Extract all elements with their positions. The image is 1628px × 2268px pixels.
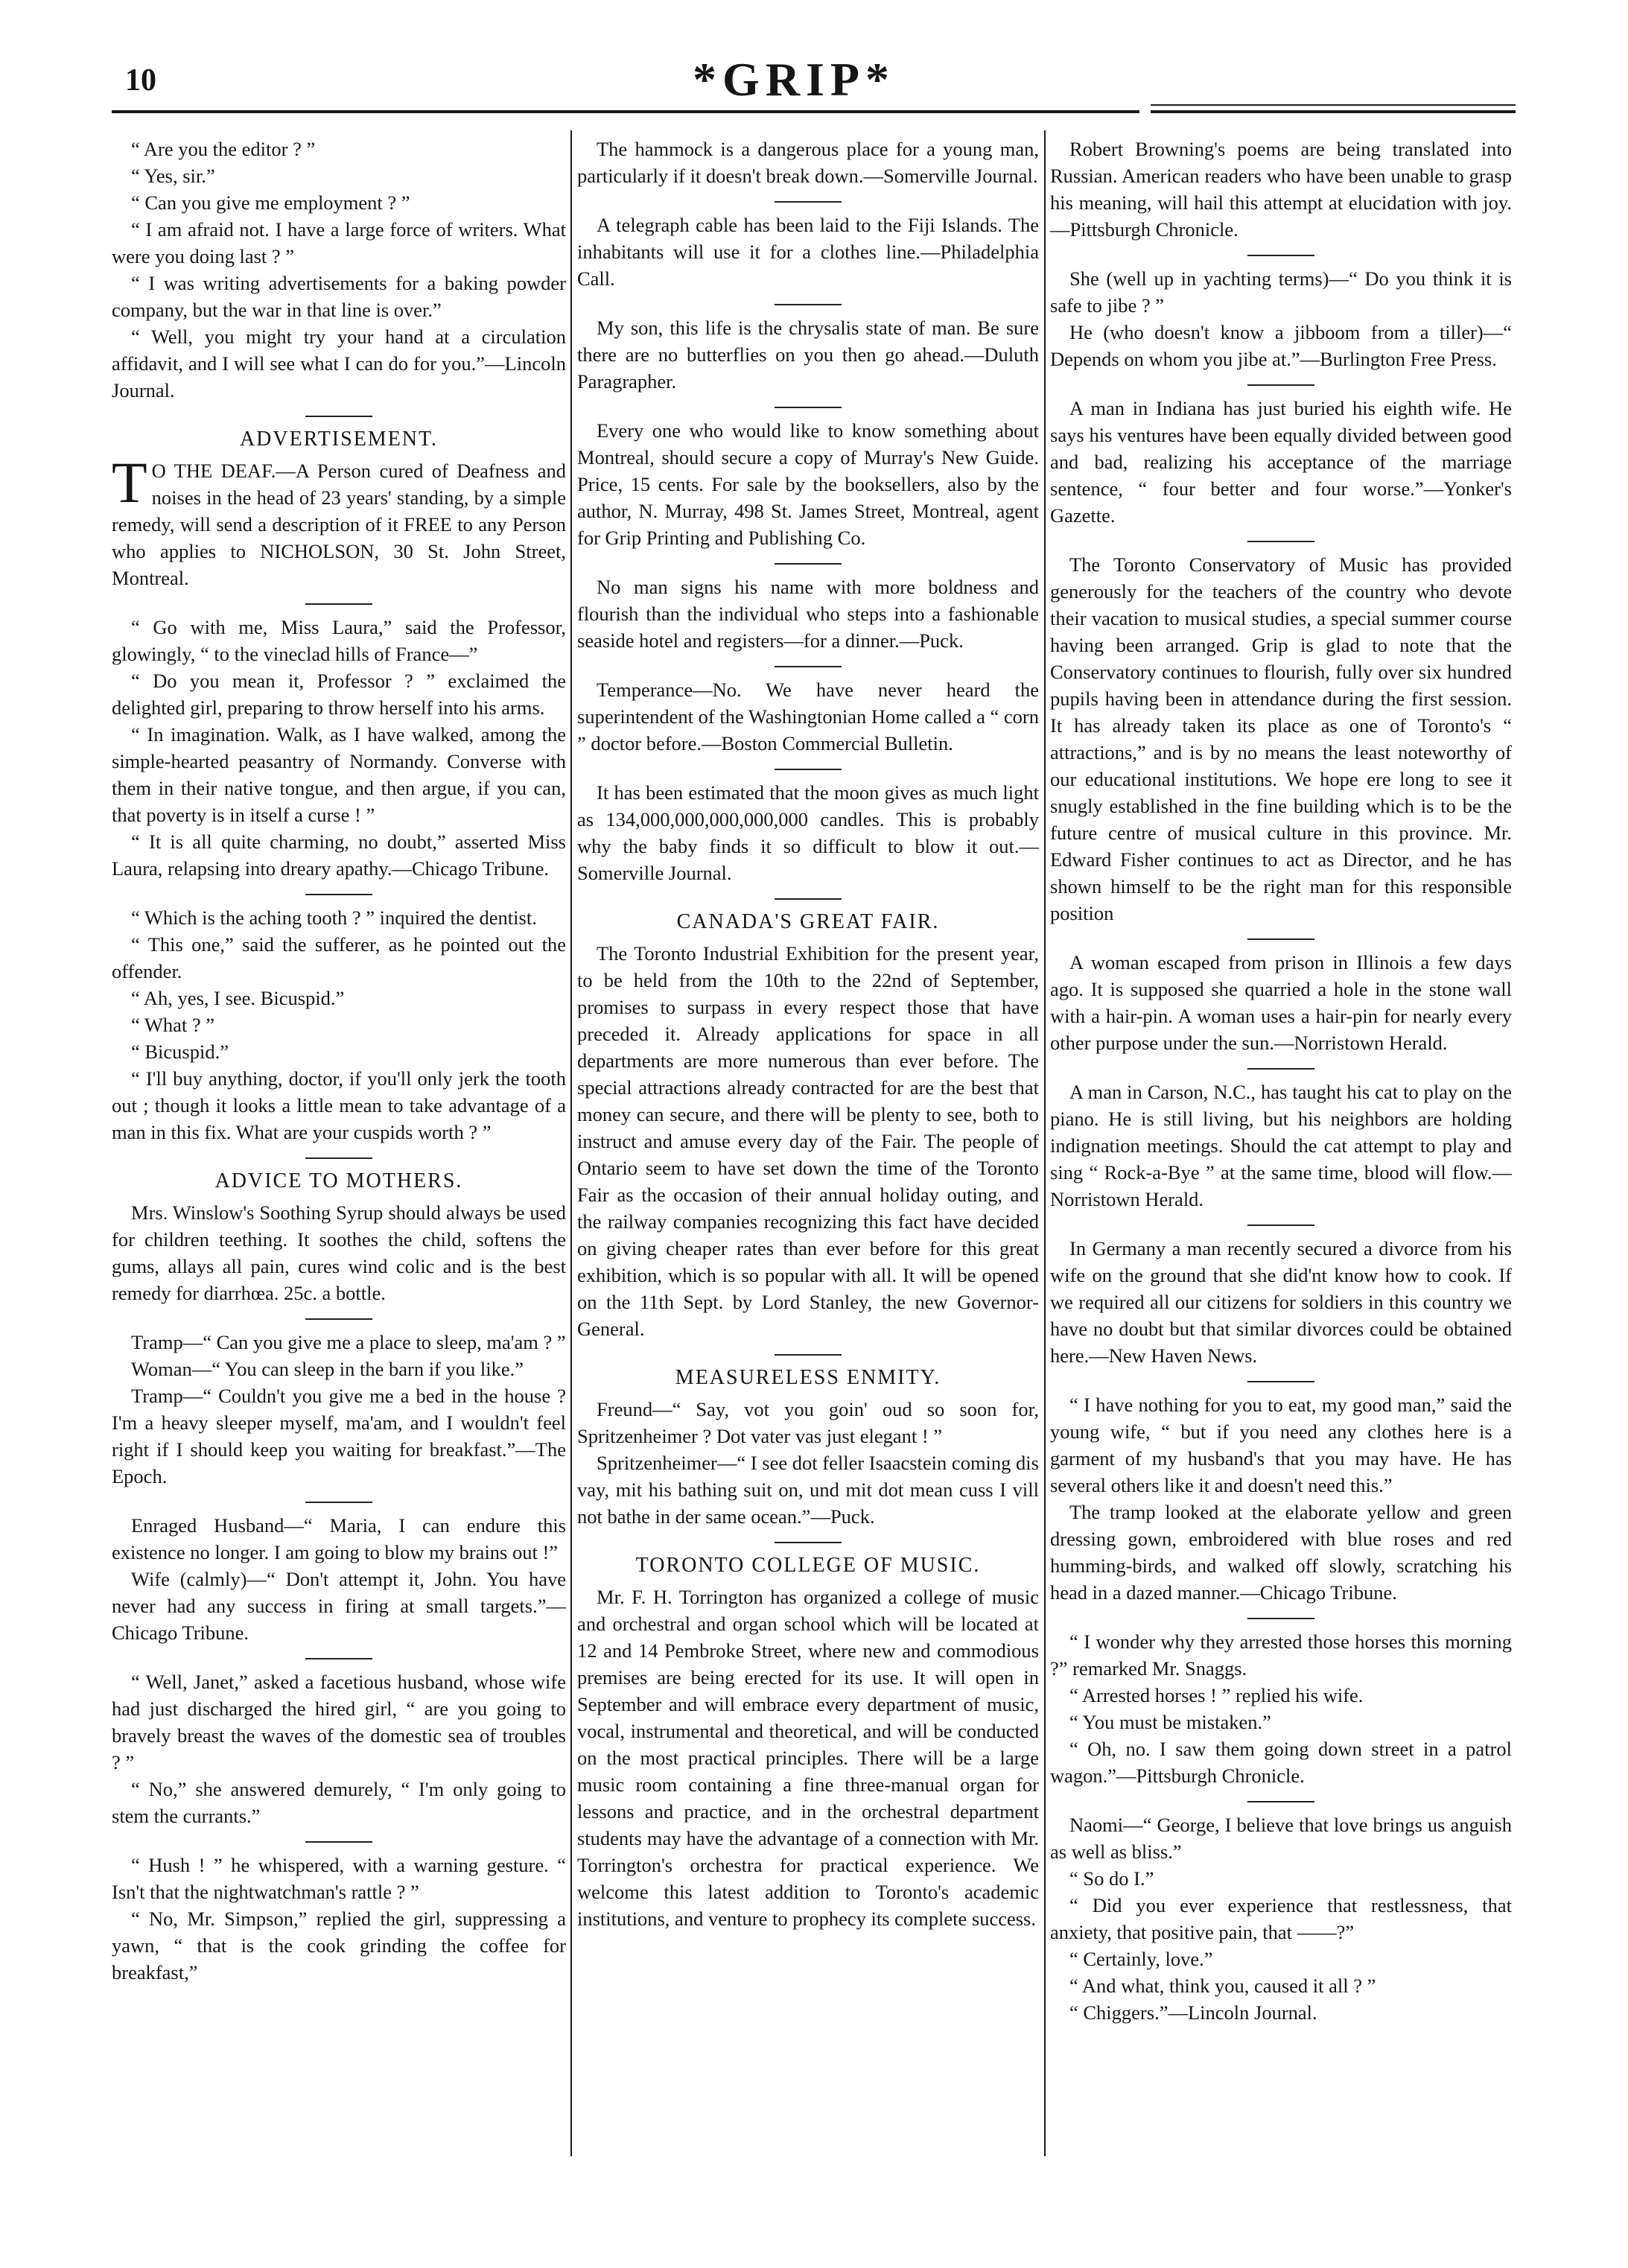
article-separator: [1247, 1224, 1314, 1226]
article-separator: [775, 1542, 842, 1543]
paragraph-text: Naomi—“ George, I believe that love brings us anguish as well as bliss.”: [1050, 1814, 1512, 1863]
article-paragraph: [1050, 1892, 1512, 1945]
paragraph-text: “ Arrested horses ! ” replied his wife.: [1069, 1684, 1364, 1706]
header-rule-left: [112, 110, 1139, 113]
article: [1050, 395, 1512, 529]
article-heading: ADVICE TO MOTHERS.: [214, 1169, 463, 1192]
header-rule-right: [1151, 110, 1516, 113]
article: [1050, 1391, 1512, 1606]
paragraph-text: “ You must be mistaken.”: [1069, 1711, 1271, 1733]
article-paragraph: [112, 1356, 566, 1382]
article-paragraph: [112, 1011, 566, 1038]
paragraph-text: “ What ? ”: [131, 1014, 215, 1036]
paragraph-text: “ No, Mr. Simpson,” replied the girl, suppressing a yawn, “ that is the cook grinding the coffee for breakfast,”: [112, 1908, 566, 1983]
article: [577, 1552, 1039, 1932]
article-separator: [775, 407, 842, 408]
article-separator: [305, 1841, 372, 1843]
article-separator: [1247, 1068, 1314, 1070]
paragraph-text: The Toronto Industrial Exhibition for the present year, to be held from the 10th to the 22nd of September, promises to surpass in every respect those that have preceded it. Already applications for space in all departments are more numerous than ever before. The special attractions already contracted for are the best that money can secure, and there will be plenty to see, both to instruct and amuse every day of the Fair. The people of Ontario seem to have set down the time of the Toronto Fair as the occasion of their annual holiday outing, and the railway companies recognizing this fact have decided on giving cheaper rates than ever before for this great exhibition, which is so popular with all. It will be opened on the 11th Sept. by Lord Stanley, the new Governor-General.: [577, 942, 1039, 1340]
article-separator: [305, 894, 372, 895]
article-heading: TORONTO COLLEGE OF MUSIC.: [635, 1554, 981, 1577]
article: [1050, 1235, 1512, 1369]
paragraph-text: “ Did you ever experience that restlessness, that anxiety, that positive pain, that ——?”: [1050, 1894, 1512, 1943]
article-paragraph: [112, 667, 566, 721]
article: [112, 426, 566, 591]
article-paragraph: [1050, 265, 1512, 319]
article-paragraph: [112, 270, 566, 323]
paragraph-text: Spritzenheimer—“ I see dot feller Isaacstein coming dis vay, mit his bathing suit on, und mit dot mean cuss I vill not bathe in der same ocean.”—Puck.: [577, 1452, 1039, 1528]
article-paragraph: [112, 1776, 566, 1829]
paragraph-text: Mrs. Winslow's Soothing Syrup should always be used for children teething. It soothes the child, softens the gums, allays all pain, cures wind colic and is the best remedy for diarrhœa. 25c. a bottle.: [112, 1201, 566, 1304]
masthead-title: *GRIP*: [693, 53, 895, 106]
article-separator: [775, 769, 842, 770]
article-heading: MEASURELESS ENMITY.: [675, 1366, 941, 1389]
paragraph-text: “ Certainly, love.”: [1069, 1948, 1213, 1970]
article: [1050, 1628, 1512, 1789]
article-paragraph: [1050, 1682, 1512, 1709]
paragraph-text: “ I was writing advertisements for a baking powder company, but the war in that line is over.”: [112, 272, 566, 321]
article-heading: CANADA'S GREAT FAIR.: [676, 910, 940, 933]
article-paragraph: [1050, 319, 1512, 372]
article-paragraph: [577, 779, 1039, 886]
article-paragraph: [112, 1905, 566, 1986]
article-paragraph: [112, 1199, 566, 1306]
paragraph-text: “ In imagination. Walk, as I have walked, among the simple-hearted peasantry of Normandy. Converse with them in their native tongue, and then argue, if you can, that poverty is in itself a curse ! ”: [112, 723, 566, 826]
article-paragraph: [577, 1396, 1039, 1449]
header-rule-right-top: [1151, 104, 1516, 106]
article: [1050, 949, 1512, 1056]
paragraph-text: A telegraph cable has been laid to the Fiji Islands. The inhabitants will use it for a clothes line.—Philadelphia Call.: [577, 214, 1039, 290]
article-separator: [775, 304, 842, 305]
paragraph-text: A woman escaped from prison in Illinois a few days ago. It is supposed she quarried a hole in the stone wall with a hair-pin. A woman uses a hair-pin for nearly every other purpose under the sun.—Norristown Herald.: [1050, 951, 1512, 1054]
paragraph-text: Enraged Husband—“ Maria, I can endure this existence no longer. I am going to blow my brains out !”: [112, 1514, 566, 1563]
article-paragraph: [1050, 1079, 1512, 1213]
paragraph-text: Wife (calmly)—“ Don't attempt it, John. You have never had any success in firing at small targets.”—Chicago Tribune.: [112, 1568, 566, 1644]
article-separator: [775, 666, 842, 667]
column-divider: [570, 130, 572, 2156]
article-paragraph: [1050, 1865, 1512, 1892]
article-paragraph: [1050, 1735, 1512, 1789]
paragraph-text: “ So do I.”: [1069, 1867, 1154, 1890]
article-separator: [1247, 1618, 1314, 1619]
article-paragraph: [1050, 1499, 1512, 1606]
article-paragraph: [577, 212, 1039, 292]
article-paragraph: [1050, 1811, 1512, 1865]
article-paragraph: [112, 1566, 566, 1646]
page-number: 10: [125, 63, 156, 98]
article: [577, 574, 1039, 654]
article-paragraph: [1050, 949, 1512, 1056]
article: [112, 1168, 566, 1306]
article: [112, 136, 566, 404]
article: [577, 212, 1039, 292]
article-paragraph: [1050, 136, 1512, 243]
paragraph-text: Every one who would like to know something about Montreal, should secure a copy of Murray's New Guide. Price, 15 cents. For sale by the booksellers, also by the author, N. Murray, 498 St. James Street, Montreal, agent for Grip Printing and Publishing Co.: [577, 419, 1039, 549]
paragraph-text: “ Hush ! ” he whispered, with a warning gesture. “ Isn't that the nightwatchman's rattle ? ”: [112, 1854, 566, 1903]
paragraph-text: Freund—“ Say, vot you goin' oud so soon for, Spritzenheimer ? Dot vater vas just elegant ! ”: [577, 1398, 1039, 1447]
paragraph-text: She (well up in yachting terms)—“ Do you think it is safe to jibe ? ”: [1050, 267, 1512, 317]
article: [112, 1852, 566, 1986]
article-separator: [1247, 1801, 1314, 1802]
article-paragraph: [577, 574, 1039, 654]
paragraph-text: O THE DEAF.—A Person cured of Deafness and noises in the head of 23 years' standing, by a simple remedy, will send a description of it FREE to any Person who applies to NICHOLSON, 30 St. John Street, Montreal.: [112, 460, 566, 589]
article-separator: [305, 603, 372, 605]
article-paragraph: [112, 614, 566, 667]
paragraph-text: The hammock is a dangerous place for a young man, particularly if it doesn't break down.—Somerville Journal.: [577, 138, 1039, 187]
paragraph-text: “ No,” she answered demurely, “ I'm only going to stem the currants.”: [112, 1778, 566, 1827]
article-paragraph: [1050, 1709, 1512, 1735]
article: [112, 1668, 566, 1829]
article-paragraph: [112, 931, 566, 985]
paragraph-text: “ Well, Janet,” asked a facetious husband, whose wife had just discharged the hired girl, “ are you going to bravely breast the waves of the domestic sea of troubles ? ”: [112, 1671, 566, 1773]
article-paragraph: [112, 1329, 566, 1356]
article-paragraph: [577, 314, 1039, 395]
article: [577, 779, 1039, 886]
article-paragraph: [112, 828, 566, 882]
article: [1050, 551, 1512, 927]
article-paragraph: [112, 985, 566, 1011]
article: [112, 614, 566, 882]
paragraph-text: “ I'll buy anything, doctor, if you'll only jerk the tooth out ; though it looks a little mean to take advantage of a man in this fix. What are your cuspids worth ? ”: [112, 1067, 566, 1143]
article-separator: [775, 201, 842, 203]
article: [1050, 265, 1512, 372]
article-separator: [1247, 1381, 1314, 1382]
article-separator: [775, 563, 842, 565]
paragraph-text: It has been estimated that the moon gives as much light as 134,000,000,000,000,000 candles. This is probably why the baby finds it so difficult to blow it out.—Somerville Journal.: [577, 781, 1039, 884]
paragraph-text: Woman—“ You can sleep in the barn if you like.”: [131, 1358, 524, 1380]
drop-cap: T: [112, 450, 147, 515]
article-paragraph: [112, 721, 566, 828]
column-2: [577, 136, 1039, 1944]
article-paragraph: [1050, 1972, 1512, 1999]
paragraph-text: “ Bicuspid.”: [131, 1041, 229, 1063]
article: [577, 417, 1039, 551]
article-paragraph: [112, 1038, 566, 1065]
column-3: [1050, 136, 1512, 2038]
article-paragraph: [112, 1382, 566, 1490]
paragraph-text: Temperance—No. We have never heard the superintendent of the Washingtonian Home called a “ corn ” doctor before.—Boston Commercial Bulletin.: [577, 679, 1039, 755]
article: [112, 1329, 566, 1490]
article-paragraph: [112, 323, 566, 404]
article-paragraph: [112, 189, 566, 216]
paragraph-text: “ Do you mean it, Professor ? ” exclaimed the delighted girl, preparing to throw herself into his arms.: [112, 670, 566, 719]
article: [1050, 136, 1512, 243]
article-paragraph: [112, 1512, 566, 1566]
paragraph-text: The Toronto Conservatory of Music has provided generously for the teachers of the country who devote their vacation to musical studies, a special summer course having been arranged. Grip is glad to note that the Conservatory continues to flourish, fully over six hundred pupils having been in attendance during the first session. It has already taken its place as one of Toronto's “ attractions,” and is by no means the least noteworthy of our educational institutions. We hope ere long to see it snugly established in the fine building which is to be the future centre of musical culture in this province. Mr. Edward Fisher continues to act as Director, and he has shown himself to be the right man for this responsible position: [1050, 553, 1512, 924]
paragraph-text: Mr. F. H. Torrington has organized a college of music and orchestral and organ school which will be located at 12 and 14 Pembroke Street, where new and commodious premises are being erected for its use. It will open in September and will embrace every department of music, vocal, instrumental and theoretical, and will be conducted on the most practical principles. There will be a large music room containing a fine three-manual organ for lessons and practice, and in the orchestral department students may have the advantage of a connection with Mr. Torrington's orchestra for practical experience. We welcome this latest addition to Toronto's academic institutions, and venture to prophecy its complete success.: [577, 1586, 1039, 1930]
article-paragraph: [1050, 395, 1512, 529]
article-paragraph: [1050, 1235, 1512, 1369]
article-separator: [1247, 255, 1314, 256]
paragraph-text: In Germany a man recently secured a divorce from his wife on the ground that she did'nt know how to cook. If we required all our citizens for soldiers in this country we have no doubt but that similar divorces could be obtained here.—New Haven News.: [1050, 1237, 1512, 1367]
article-separator: [775, 1354, 842, 1356]
paragraph-text: The tramp looked at the elaborate yellow and green dressing gown, embroidered with blue roses and red humming-birds, and walked off slowly, scratching his head in a dazed manner.—Chicago Tribune.: [1050, 1501, 1512, 1604]
article: [112, 1512, 566, 1646]
article: [577, 1365, 1039, 1530]
article-paragraph: [1050, 551, 1512, 927]
article-paragraph: [577, 940, 1039, 1342]
article: [1050, 1811, 1512, 2026]
article-paragraph: [112, 162, 566, 189]
article-separator: [305, 1318, 372, 1320]
paragraph-text: “ Which is the aching tooth ? ” inquired the dentist.: [131, 906, 537, 929]
paragraph-text: “ It is all quite charming, no doubt,” asserted Miss Laura, relapsing into dreary apathy.—Chicago Tribune.: [112, 830, 566, 880]
article-paragraph: [577, 676, 1039, 757]
article-heading: ADVERTISEMENT.: [239, 428, 439, 451]
article-paragraph: [112, 1852, 566, 1905]
article: [577, 314, 1039, 395]
paragraph-text: “ Are you the editor ? ”: [131, 138, 316, 160]
paragraph-text: “ I wonder why they arrested those horses this morning ?” remarked Mr. Snaggs.: [1050, 1630, 1512, 1680]
paragraph-text: “ Go with me, Miss Laura,” said the Professor, glowingly, “ to the vineclad hills of France—”: [112, 616, 566, 665]
article-paragraph: [1050, 1945, 1512, 1972]
paragraph-text: “ This one,” said the sufferer, as he pointed out the offender.: [112, 933, 566, 982]
paragraph-text: “ Well, you might try your hand at a circulation affidavit, and I will see what I can do for you.”—Lincoln Journal.: [112, 325, 566, 401]
paragraph-text: A man in Carson, N.C., has taught his cat to play on the piano. He is still living, but his neighbors are holding indignation meetings. Should the cat attempt to play and sing “ Rock-a-Bye ” at the same time, blood will flow.—Norristown Herald.: [1050, 1081, 1512, 1210]
paragraph-text: A man in Indiana has just buried his eighth wife. He says his ventures have been equally divided between good and bad, realizing his acceptance of the marriage sentence, “ four better and four worse.”—Yonker's Gazette.: [1050, 397, 1512, 527]
column-divider: [1044, 130, 1046, 2156]
article-separator: [305, 1157, 372, 1159]
paragraph-text: My son, this life is the chrysalis state of man. Be sure there are no butterflies on you then go ahead.—Duluth Paragrapher.: [577, 317, 1039, 393]
paragraph-text: Tramp—“ Couldn't you give me a bed in the house ? I'm a heavy sleeper myself, ma'am, and I wouldn't feel right if I should keep you waiting for breakfast.”—The Epoch.: [112, 1385, 566, 1487]
paragraph-text: “ And what, think you, caused it all ? ”: [1069, 1975, 1376, 1997]
article-paragraph: [577, 417, 1039, 551]
article-paragraph: [112, 136, 566, 162]
article-separator: [775, 898, 842, 900]
article-separator: [1247, 541, 1314, 542]
article-paragraph: [577, 1449, 1039, 1530]
paragraph-text: “ Oh, no. I saw them going down street in a patrol wagon.”—Pittsburgh Chronicle.: [1050, 1738, 1512, 1787]
article-paragraph: [577, 136, 1039, 189]
article: [577, 136, 1039, 189]
article-paragraph: [1050, 1391, 1512, 1499]
article: [577, 676, 1039, 757]
article-paragraph: [112, 1065, 566, 1146]
article: [112, 904, 566, 1146]
article-paragraph: [112, 216, 566, 270]
paragraph-text: “ Chiggers.”—Lincoln Journal.: [1069, 2001, 1317, 2024]
column-1: [112, 136, 566, 1998]
paragraph-text: “ I have nothing for you to eat, my good man,” said the young wife, “ but if you need any clothes here is a garment of my husband's that you may have. He has several others like it and doesn't need this.”: [1050, 1394, 1512, 1496]
article-paragraph: [112, 904, 566, 931]
paragraph-text: He (who doesn't know a jibboom from a tiller)—“ Depends on whom you jibe at.”—Burlington Free Press.: [1050, 321, 1512, 370]
article-separator: [305, 416, 372, 417]
paragraph-text: “ I am afraid not. I have a large force of writers. What were you doing last ? ”: [112, 218, 566, 267]
article-separator: [305, 1502, 372, 1503]
article-separator: [305, 1658, 372, 1659]
article-paragraph: [1050, 1999, 1512, 2026]
paragraph-text: “ Ah, yes, I see. Bicuspid.”: [131, 987, 345, 1009]
article-separator: [1247, 938, 1314, 940]
paragraph-text: “ Yes, sir.”: [131, 165, 215, 187]
article: [1050, 1079, 1512, 1213]
article-separator: [1247, 384, 1314, 386]
paragraph-text: No man signs his name with more boldness and flourish than the individual who steps into a fashionable seaside hotel and registers—for a dinner.—Puck.: [577, 576, 1039, 652]
article-paragraph: [1050, 1628, 1512, 1682]
article: [577, 909, 1039, 1342]
paragraph-text: Robert Browning's poems are being translated into Russian. American readers who have been unable to grasp his meaning, will hail this attempt at elucidation with joy.—Pittsburgh Chronicle.: [1050, 138, 1512, 241]
article-paragraph: [112, 450, 566, 591]
paragraph-text: Tramp—“ Can you give me a place to sleep, ma'am ? ”: [131, 1331, 566, 1353]
article-paragraph: [577, 1584, 1039, 1932]
paragraph-text: “ Can you give me employment ? ”: [131, 191, 410, 214]
article-paragraph: [112, 1668, 566, 1776]
